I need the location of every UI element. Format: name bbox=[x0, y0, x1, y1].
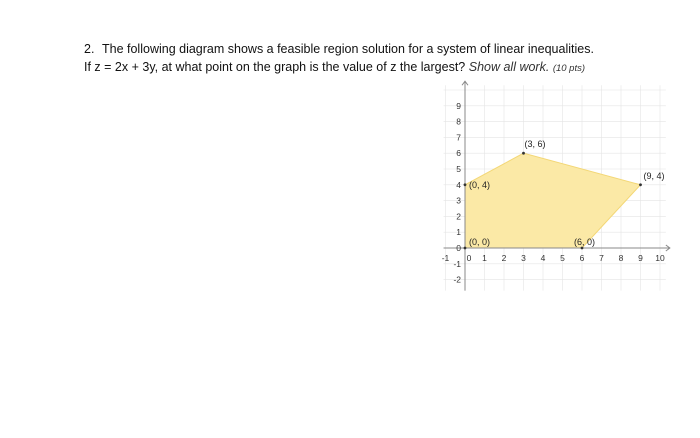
vertex-point bbox=[464, 183, 467, 186]
y-tick-label: 7 bbox=[456, 132, 461, 143]
x-tick-label: 5 bbox=[560, 253, 565, 263]
x-tick-label: 8 bbox=[618, 253, 624, 263]
y-tick-label: 5 bbox=[456, 164, 461, 174]
vertex-point bbox=[464, 247, 467, 250]
question-number: 2. bbox=[84, 42, 95, 56]
y-tick-label: -2 bbox=[453, 274, 461, 285]
y-tick-label: 1 bbox=[456, 227, 461, 238]
y-tick-label: 3 bbox=[456, 195, 461, 206]
vertex-point bbox=[639, 183, 642, 186]
x-tick-label: -1 bbox=[441, 253, 450, 263]
vertex-point bbox=[581, 247, 584, 250]
vertex-point bbox=[522, 152, 525, 155]
x-tick-label: 1 bbox=[482, 253, 487, 263]
x-tick-label: 6 bbox=[579, 253, 585, 263]
x-tick-label: 3 bbox=[521, 253, 526, 263]
y-tick-label: 8 bbox=[456, 116, 461, 127]
x-tick-label: 9 bbox=[638, 253, 643, 263]
y-tick-label: 6 bbox=[456, 148, 461, 159]
x-tick-label: 2 bbox=[501, 253, 507, 263]
x-tick-label: 0 bbox=[466, 253, 472, 263]
vertex-label: (9, 4) bbox=[643, 170, 665, 181]
vertex-label: (0, 0) bbox=[469, 237, 491, 247]
y-tick-label: 0 bbox=[456, 243, 461, 253]
points-value: (10 pts) bbox=[552, 63, 586, 74]
y-tick-label: 4 bbox=[456, 179, 461, 190]
x-tick-label: 4 bbox=[540, 253, 546, 263]
question-prompt: The following diagram shows a feasible region solution for a system of linear inequalities. bbox=[102, 42, 594, 56]
vertex-label: (0, 4) bbox=[469, 179, 491, 190]
question-task: If z = 2x + 3y, at what point on the graph is the value of z the largest? bbox=[84, 60, 466, 74]
y-tick-label: 9 bbox=[456, 100, 461, 111]
vertex-label: (6, 0) bbox=[574, 237, 596, 247]
x-tick-label: 7 bbox=[599, 253, 604, 263]
y-tick-label: 2 bbox=[456, 211, 461, 222]
x-tick-label: 10 bbox=[655, 253, 665, 263]
vertex-label: (3, 6) bbox=[524, 139, 546, 150]
feasible-region bbox=[465, 153, 641, 248]
y-tick-label: -1 bbox=[453, 258, 461, 269]
show-work-note: Show all work. bbox=[468, 60, 550, 74]
